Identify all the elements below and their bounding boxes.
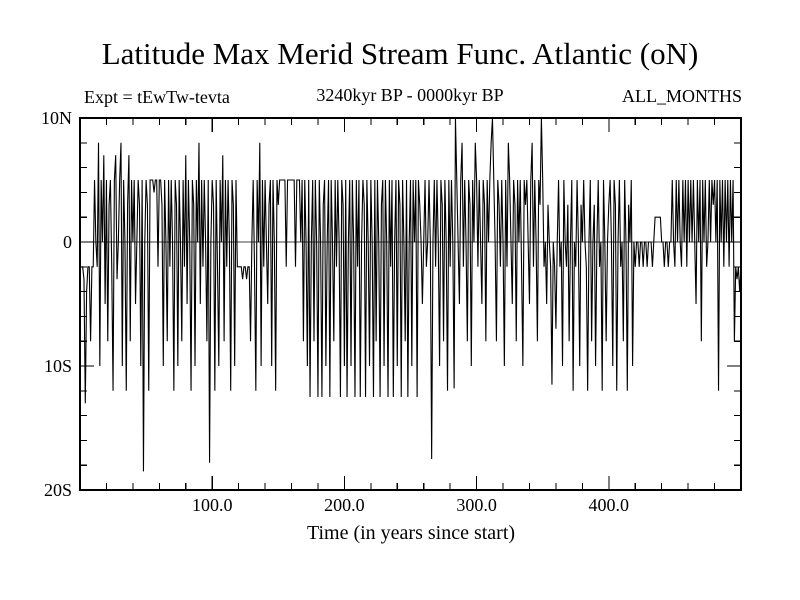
x-tick-label: 400.0 bbox=[588, 495, 630, 515]
time-period-label: 3240kyr BP - 0000kyr BP bbox=[316, 85, 504, 105]
y-tick-label: 10N bbox=[41, 108, 72, 128]
y-tick-label: 0 bbox=[63, 232, 72, 252]
months-label: ALL_MONTHS bbox=[622, 86, 742, 106]
data-series-line bbox=[81, 118, 741, 471]
x-axis-title: Time (in years since start) bbox=[306, 522, 516, 544]
chart-title: Latitude Max Merid Stream Func. Atlantic (oN) bbox=[101, 36, 699, 71]
plot-frame bbox=[80, 118, 741, 490]
x-tick-label: 100.0 bbox=[191, 495, 233, 515]
x-tick-label: 300.0 bbox=[456, 495, 497, 515]
x-tick-label: 200.0 bbox=[324, 495, 365, 515]
y-tick-label: 20S bbox=[43, 480, 72, 500]
experiment-label: Expt = tEwTw-tevta bbox=[84, 87, 230, 107]
y-tick-label: 10S bbox=[43, 356, 72, 376]
